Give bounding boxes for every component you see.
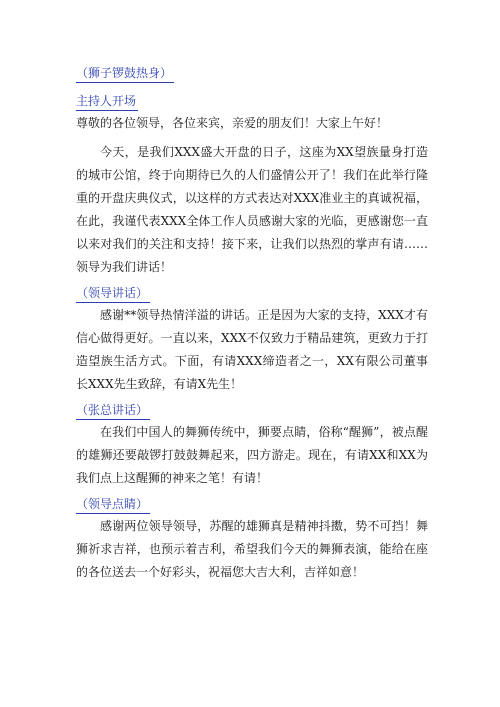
stage-cue: 主持人开场	[76, 93, 138, 111]
cue-zhang-speech	[76, 399, 428, 421]
stage-cue: （张总讲话）	[76, 402, 150, 420]
opening-paragraph: 今天，是我们XXX盛大开盘的日子，这座为XX望族量身打造的城市公馆，终于向期待已久的人们盛情公开了！我们在此举行隆重的开盘庆典仪式，以这样的方式表达对XXX准业主的真诚祝福，在此，我谨代表XXX全体工作人员感谢大家的光临，更感谢您一直以来对我们的关注和支持！接下来，让我们以热烈的掌声有请……领导为我们讲话！	[76, 145, 428, 274]
cue-lion-drum-warmup	[76, 62, 428, 84]
stage-cue: （领导点睛）	[76, 496, 150, 514]
lion-tradition-paragraph: 在我们中国人的舞狮传统中，狮要点睛，俗称“醒狮”，被点醒的雄狮还要敲锣打鼓鼓舞起来，四方游走。现在，有请XX和XX为我们点上这醒狮的神来之笔！有请！	[76, 425, 428, 485]
stage-cue: （狮子锣鼓热身）	[76, 65, 174, 83]
closing-blessing-paragraph: 感谢两位领导领导，苏醒的雄狮真是精神抖擞，势不可挡！舞狮祈求吉祥，也预示着吉利，希望我们今天的舞狮表演，能给在座的各位送去一个好彩头，祝福您大吉大利，吉祥如意！	[76, 519, 428, 579]
greeting-paragraph: 尊敬的各位领导，各位来宾，亲爱的朋友们！大家上午好！	[76, 116, 389, 130]
stage-cue: （领导讲话）	[76, 285, 150, 303]
cue-leader-dotting-eyes	[76, 493, 428, 515]
document-page	[76, 62, 428, 584]
cue-host-opening	[76, 90, 428, 112]
cue-leader-speech	[76, 282, 428, 304]
thanks-leader-paragraph: 感谢**领导热情洋溢的讲话。正是因为大家的支持，XXX才有信心做得更好。一直以来，XXX不仅致力于精品建筑，更致力于打造望族生活方式。下面，有请XXX缔造者之一，XX有限公司董事长XXX先生致辞，有请X先生！	[76, 308, 428, 391]
